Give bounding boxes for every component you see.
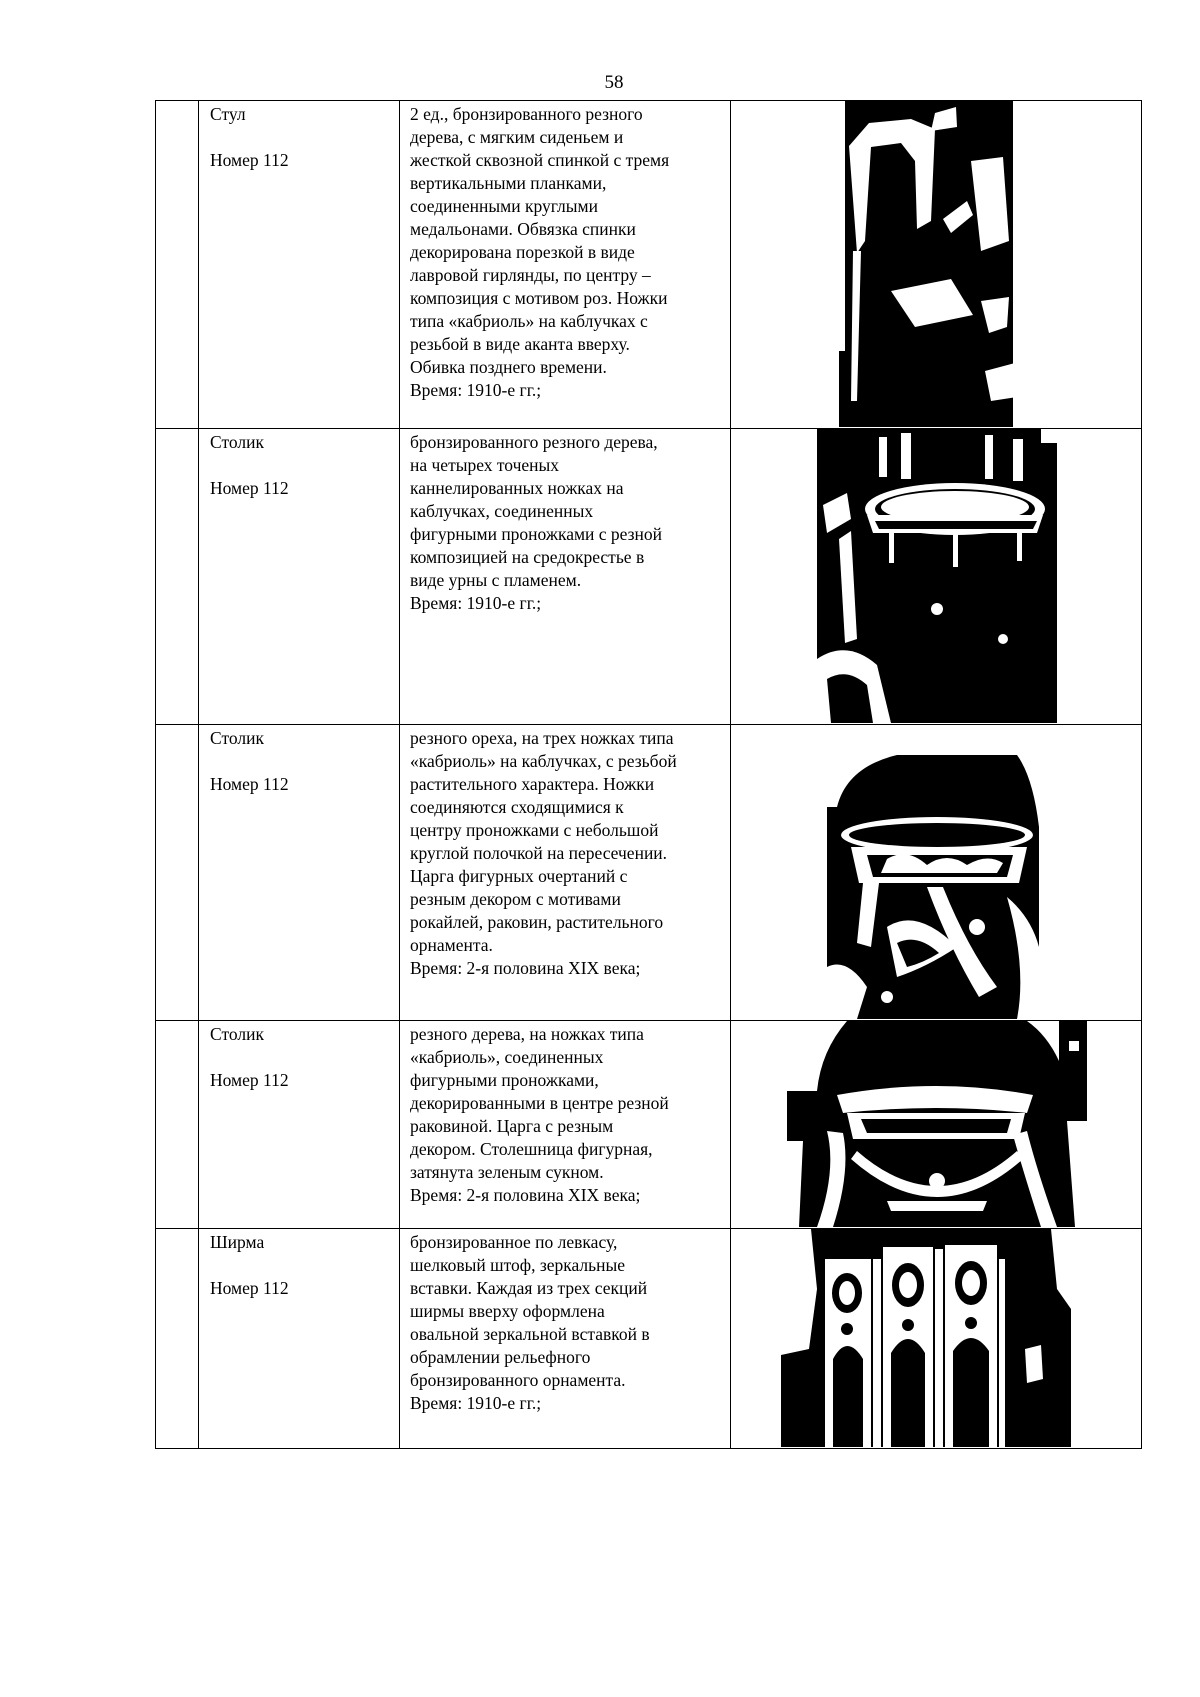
description-line: рокайлей, раковин, растительного [410, 912, 664, 932]
item-name: Столик [210, 1024, 264, 1044]
description-line: дерева, с мягким сиденьем и [410, 127, 624, 147]
description-cell [400, 1021, 731, 1229]
description-line: круглой полочкой на пересечении. [410, 843, 668, 863]
description-cell [400, 725, 731, 1021]
description-cell [400, 101, 731, 429]
description-line: вертикальными планками, [410, 173, 607, 193]
description-line: композицией на средокрестье в [410, 547, 645, 567]
description-line: лавровой гирлянды, по центру – [410, 265, 651, 285]
description-line: вставки. Каждая из трех секций [410, 1278, 648, 1298]
photo-cell [731, 725, 1142, 1021]
description-line: соединяются сходящимися к [410, 797, 624, 817]
tripod-table-photo-icon [827, 747, 1039, 1019]
description-line: декором. Столешница фигурная, [410, 1139, 653, 1159]
index-cell [156, 1229, 199, 1449]
item-time: Время: 1910-е гг.; [410, 380, 542, 400]
description-line: обрамлении рельефного [410, 1347, 591, 1367]
page-number: 58 [604, 72, 624, 93]
index-cell [156, 429, 199, 725]
description-line: фигурными проножками, [410, 1070, 599, 1090]
item-number: Номер 112 [210, 150, 289, 170]
item-name: Столик [210, 432, 264, 452]
description-line: декорированными в центре резной [410, 1093, 669, 1113]
item-time: Время: 2-я половина XIX века; [410, 1185, 641, 1205]
description-line: каблучках, соединенных [410, 501, 594, 521]
description-line: бронзированного орнамента. [410, 1370, 626, 1390]
round-table-photo-icon [817, 429, 1057, 723]
description-line: шелковый штоф, зеркальные [410, 1255, 626, 1275]
item-name: Ширма [210, 1232, 265, 1252]
item-time: Время: 1910-е гг.; [410, 1393, 542, 1413]
index-cell [156, 1021, 199, 1229]
description-line: декорирована порезкой в виде [410, 242, 635, 262]
table-row [156, 1229, 1142, 1449]
description-line: композиция с мотивом роз. Ножки [410, 288, 668, 308]
description-line: овальной зеркальной вставкой в [410, 1324, 650, 1344]
furniture-catalog-table [155, 100, 1142, 1449]
description-line: резного ореха, на трех ножках типа [410, 728, 674, 748]
description-line: виде урны с пламенем. [410, 570, 582, 590]
description-line: резьбой в виде аканта вверху. [410, 334, 630, 354]
console-table-photo-icon [787, 1021, 1087, 1227]
description-line: каннелированных ножках на [410, 478, 624, 498]
folding-screen-photo-icon [781, 1229, 1071, 1447]
photo-cell [731, 101, 1142, 429]
item-number: Номер 112 [210, 1278, 289, 1298]
table-row [156, 429, 1142, 725]
description-line: резным декором с мотивами [410, 889, 621, 909]
photo-cell [731, 1229, 1142, 1449]
description-line: 2 ед., бронзированного резного [410, 104, 643, 124]
item-name-cell [199, 1021, 400, 1229]
description-cell [400, 1229, 731, 1449]
description-line: раковиной. Царга с резным [410, 1116, 614, 1136]
photo-cell [731, 1021, 1142, 1229]
description-line: медальонами. Обвязка спинки [410, 219, 636, 239]
item-name-cell [199, 429, 400, 725]
description-line: «кабриоль» на каблучках, с резьбой [410, 751, 677, 771]
description-cell [400, 429, 731, 725]
description-line: типа «кабриоль» на каблучках с [410, 311, 648, 331]
description-line: ширмы вверху оформлена [410, 1301, 605, 1321]
description-line: Царга фигурных очертаний с [410, 866, 628, 886]
index-cell [156, 725, 199, 1021]
description-line: растительного характера. Ножки [410, 774, 655, 794]
item-number: Номер 112 [210, 774, 289, 794]
item-name: Столик [210, 728, 264, 748]
description-line: бронзированного резного дерева, [410, 432, 658, 452]
item-name-cell [199, 725, 400, 1021]
description-line: резного дерева, на ножках типа [410, 1024, 644, 1044]
description-line: центру проножками с небольшой [410, 820, 659, 840]
description-line: соединенными круглыми [410, 196, 598, 216]
description-line: бронзированное по левкасу, [410, 1232, 618, 1252]
photo-cell [731, 429, 1142, 725]
description-line: фигурными проножками с резной [410, 524, 663, 544]
index-cell [156, 101, 199, 429]
table-row [156, 101, 1142, 429]
item-name-cell [199, 1229, 400, 1449]
item-name: Стул [210, 104, 246, 124]
description-line: жесткой сквозной спинкой с тремя [410, 150, 670, 170]
description-line: затянута зеленым сукном. [410, 1162, 604, 1182]
description-line: орнамента. [410, 935, 493, 955]
table-row [156, 1021, 1142, 1229]
description-line: Обивка позднего времени. [410, 357, 607, 377]
item-number: Номер 112 [210, 478, 289, 498]
item-name-cell [199, 101, 400, 429]
item-time: Время: 1910-е гг.; [410, 593, 542, 613]
chair-photo-icon [831, 101, 1017, 427]
description-line: на четырех точеных [410, 455, 560, 475]
item-time: Время: 2-я половина XIX века; [410, 958, 641, 978]
description-line: «кабриоль», соединенных [410, 1047, 604, 1067]
table-row [156, 725, 1142, 1021]
item-number: Номер 112 [210, 1070, 289, 1090]
